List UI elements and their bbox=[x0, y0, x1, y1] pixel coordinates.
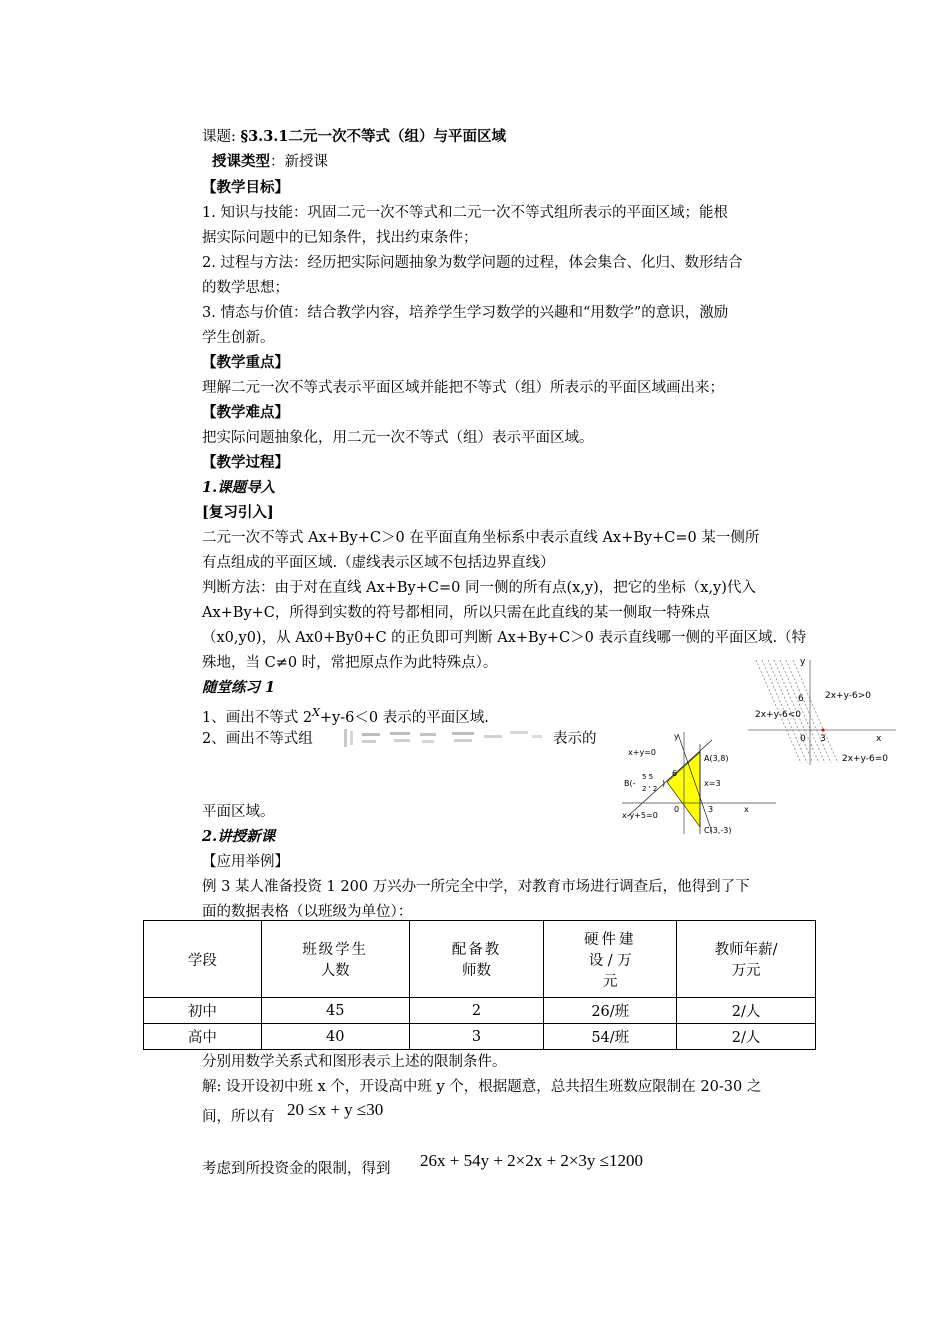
solution-line: 解: 设开设初中班 x 个，开设高中班 y 个，根据题意，总共招生班数应限制在 20-30 之 bbox=[202, 1079, 762, 1095]
difficulties-heading: 【教学难点】 bbox=[202, 404, 289, 421]
solution-line: 分别用数学关系式和图形表示上述的限制条件。 bbox=[202, 1054, 507, 1070]
key-points-text: 理解二元一次不等式表示平面区域并能把不等式（组）所表示的平面区域画出来； bbox=[202, 380, 724, 396]
practice-item-2: 2、画出不等式组 bbox=[202, 731, 313, 747]
method-line: 判断方法：由于对在直线 Ax+By+C=0 同一侧的所有点(x,y)，把它的坐标（x,y)代入 bbox=[202, 580, 756, 596]
inequality-system-image bbox=[344, 727, 544, 749]
table-cell: 高中 bbox=[144, 1024, 262, 1050]
data-table bbox=[143, 920, 816, 1050]
fig2-x-label: x bbox=[744, 805, 749, 814]
table-cell: 2/人 bbox=[677, 998, 816, 1024]
table-header-cell: 学段 bbox=[144, 921, 262, 998]
fig2-three: 3 bbox=[708, 805, 714, 814]
key-points-heading: 【教学重点】 bbox=[202, 354, 289, 371]
formula-class-count: 20 ≤x + y ≤30 bbox=[287, 1100, 384, 1119]
lesson-title: 课题: §3.3.1二元一次不等式（组）与平面区域 bbox=[202, 128, 506, 145]
fig2-point-a: A(3,8) bbox=[704, 754, 729, 763]
table-cell: 26/班 bbox=[544, 998, 677, 1024]
section-2-title: 2.讲授新课 bbox=[202, 828, 276, 845]
review-line: 有点组成的平面区域.（虚线表示区域不包括边界直线） bbox=[202, 555, 555, 571]
table-cell: 初中 bbox=[144, 998, 262, 1024]
fig2-y-label: y bbox=[674, 732, 679, 741]
solution-line: 考虑到所投资金的限制，得到 bbox=[202, 1161, 391, 1177]
table-header-cell: 硬件建 设 / 万 元 bbox=[544, 921, 677, 998]
review-line: 二元一次不等式 Ax+By+C＞0 在平面直角坐标系中表示直线 Ax+By+C=0 某一侧所 bbox=[202, 530, 760, 546]
fig1-six: 6 bbox=[798, 694, 804, 704]
method-line: 殊地，当 C≠0 时，常把原点作为此特殊点）。 bbox=[202, 655, 498, 671]
figure-triangle-region bbox=[620, 730, 780, 834]
example-line: 面的数据表格（以班级为单位）： bbox=[202, 904, 413, 920]
formula-investment: 26x + 54y + 2×2x + 2×3y ≤1200 bbox=[420, 1151, 644, 1170]
fig2-six: 6 bbox=[672, 769, 678, 778]
review-label: [复习引入] bbox=[202, 504, 274, 521]
fig2-origin: 0 bbox=[674, 805, 680, 814]
table-cell: 45 bbox=[261, 998, 409, 1024]
table-header-cell: 班级学生 人数 bbox=[261, 921, 409, 998]
table-row bbox=[144, 998, 816, 1024]
method-line: （x0,y0)，从 Ax0+By0+C 的正负即可判断 Ax+By+C＞0 表示直线哪一侧的平面区域.（特 bbox=[202, 630, 807, 646]
practice-item-2-suffix: 表示的 bbox=[553, 731, 597, 747]
table-cell: 2/人 bbox=[677, 1024, 816, 1050]
application-heading: 【应用举例】 bbox=[202, 854, 289, 870]
fig1-y-label: y bbox=[800, 657, 806, 667]
process-heading: 【教学过程】 bbox=[202, 454, 289, 471]
objectives-heading: 【教学目标】 bbox=[202, 179, 289, 196]
solution-line: 间，所以有 bbox=[202, 1109, 275, 1125]
fig1-lt-label: 2x+y-6<0 bbox=[755, 710, 802, 720]
objective-line: 2. 过程与方法：经历把实际问题抽象为数学问题的过程，体会集合、化归、数形结合 bbox=[202, 255, 743, 271]
table-cell: 54/班 bbox=[544, 1024, 677, 1050]
objective-line: 1. 知识与技能：巩固二元一次不等式和二元一次不等式组所表示的平面区域；能根 bbox=[202, 205, 728, 221]
fig2-point-b: B(- bbox=[624, 779, 636, 788]
difficulties-text: 把实际问题抽象化，用二元一次不等式（组）表示平面区域。 bbox=[202, 430, 594, 446]
objective-line: 3. 情态与价值：结合教学内容，培养学生学习数学的兴趣和“用数学”的意识，激励 bbox=[202, 305, 729, 321]
objective-line: 据实际问题中的已知条件，找出约束条件； bbox=[202, 230, 478, 246]
example-line: 例 3 某人准备投资 1 200 万兴办一所完全中学，对教育市场进行调查后，他得到了下 bbox=[202, 879, 750, 895]
objective-line: 学生创新。 bbox=[202, 330, 275, 346]
fig1-gt-label: 2x+y-6>0 bbox=[825, 691, 872, 701]
fig1-x-label: x bbox=[876, 734, 882, 744]
point-marker bbox=[822, 729, 825, 732]
table-cell: 3 bbox=[409, 1024, 544, 1050]
practice-heading: 随堂练习 1 bbox=[202, 679, 276, 696]
fig2-l2-label: x-y+5=0 bbox=[622, 811, 658, 820]
lesson-type: 授课类型：新授课 bbox=[212, 153, 328, 170]
table-header-row bbox=[144, 921, 816, 998]
table-header-cell: 配备教 师数 bbox=[409, 921, 544, 998]
table-header-cell: 教师年薪/ 万元 bbox=[677, 921, 816, 998]
table-cell: 2 bbox=[409, 998, 544, 1024]
table-row bbox=[144, 1024, 816, 1050]
method-line: Ax+By+C，所得到实数的符号都相同，所以只需在此直线的某一侧取一特殊点 bbox=[202, 605, 710, 621]
section-1-title: 1.课题导入 bbox=[202, 479, 276, 496]
fig1-origin: 0 bbox=[800, 734, 806, 744]
practice-item-1: 1、画出不等式 $2^X+y-6<0$ 表示的平面区域. bbox=[202, 706, 489, 726]
fig2-point-b-close: ) bbox=[662, 779, 666, 788]
fig1-eq-label: 2x+y-6=0 bbox=[842, 754, 889, 764]
triangle-region bbox=[667, 752, 700, 827]
fig2-point-b-num: 5 5 bbox=[642, 773, 654, 781]
fig2-point-b-den: 2 ' 2 bbox=[642, 785, 658, 793]
fig2-point-c: C(3,-3) bbox=[704, 826, 732, 834]
practice-item-2-end: 平面区域。 bbox=[202, 804, 275, 820]
table-cell: 40 bbox=[261, 1024, 409, 1050]
objective-line: 的数学思想； bbox=[202, 280, 289, 296]
fig2-l1-label: x+y=0 bbox=[628, 748, 656, 757]
fig2-l3-label: x=3 bbox=[704, 779, 721, 788]
fig1-three: 3 bbox=[820, 734, 826, 744]
